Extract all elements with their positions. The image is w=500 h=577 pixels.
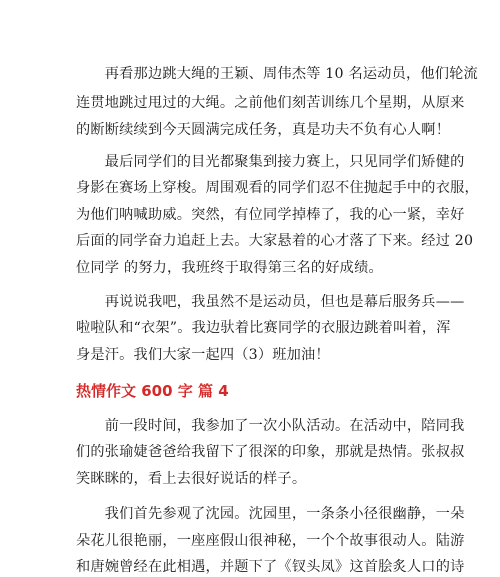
text-line: 朵花儿很艳丽，一座座假山很神秘，一个个故事很动人。陆游 — [76, 533, 465, 549]
text-line: 再说说我吧，我虽然不是运动员，但也是幕后服务兵—— — [76, 294, 465, 310]
text-line: 的断断续续到今天圆满完成任务，真是功夫不负有心人啊！ — [76, 122, 451, 138]
text-line: 位同学 的努力，我班终于取得第三名的好成绩。 — [76, 260, 383, 276]
text-line: 再看那边跳大绳的王颖、周伟杰等 10 名运动员，他们轮流 — [76, 66, 478, 82]
text-line: 为他们呐喊助威。突然，有位同学掉棒了，我的心一紧，幸好 — [76, 207, 465, 223]
text-line: 前一段时间，我参加了一次小队活动。在活动中，陪同我 — [76, 418, 465, 434]
text-line: 身是汗。我们大家一起四（3）班加油！ — [76, 347, 330, 363]
text-line: 最后同学们的目光都聚集到接力赛上，只见同学们矫健的 — [76, 154, 465, 170]
text-line: 们的张瑜婕爸爸给我留下了很深的印象，那就是热情。张叔叔 — [76, 444, 465, 460]
text-line: 连贯地跳过甩过的大绳。之前他们刻苦训练几个星期，从原来 — [76, 95, 465, 111]
text-line: 我们首先参观了沈园。沈园里，一条条小径很幽静，一朵 — [76, 506, 465, 522]
section-heading: 热情作文 600 字 篇 4 — [76, 382, 229, 400]
text-line: 身影在赛场上穿梭。周围观看的同学们忍不住抛起手中的衣服， — [76, 180, 479, 196]
text-line: 笑眯眯的，看上去很好说话的样子。 — [76, 471, 307, 487]
text-line: 和唐婉曾经在此相遇，并题下了《钗头凤》这首脍炙人口的诗 — [76, 559, 465, 575]
text-line: 啦啦队和“衣架”。我边驮着比赛同学的衣服边跳着叫着，浑 — [76, 320, 451, 336]
text-line: 后面的同学奋力追赶上去。大家悬着的心才落了下来。经过 20 — [76, 233, 474, 249]
